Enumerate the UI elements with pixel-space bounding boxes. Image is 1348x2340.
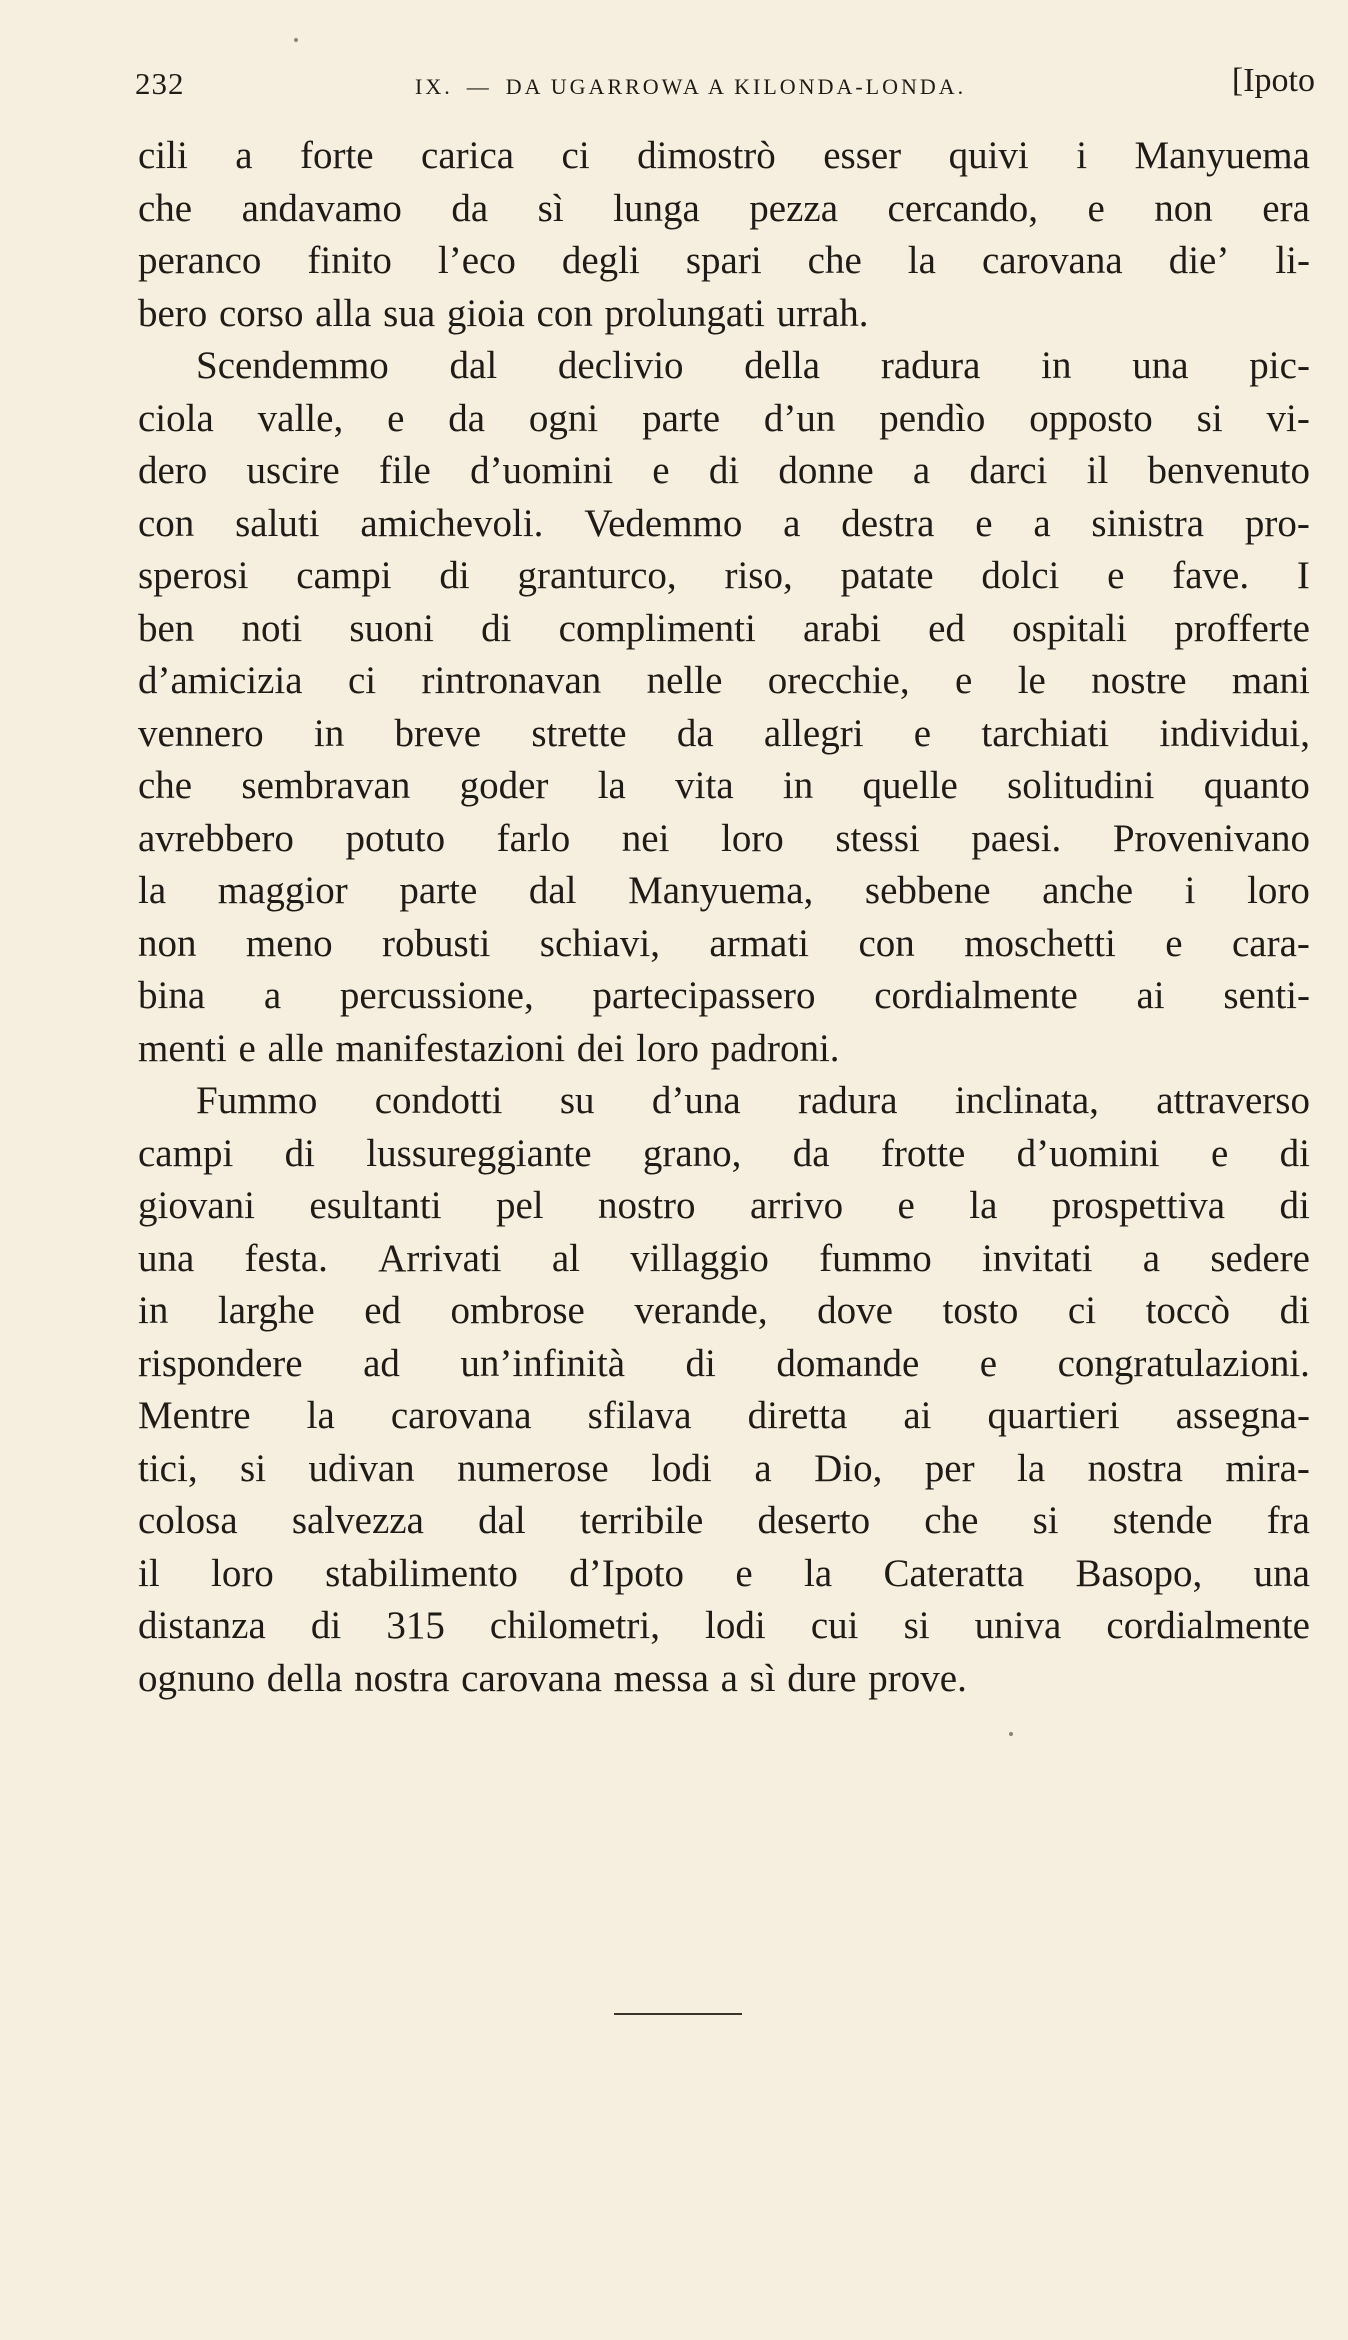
text-line: cili a forte carica ci dimostrò esser quivi i Manyuema (138, 134, 1310, 177)
running-head (135, 62, 1315, 112)
text-line: con saluti amichevoli. Vedemmo a destra e a sinistra pro- (138, 501, 1310, 545)
text-line: ciola valle, e da ogni parte d’un pendìo opposto si vi- (138, 396, 1310, 440)
text-line: bero corso alla sua gioia con prolungati urrah. (138, 291, 869, 335)
text-line: distanza di 315 chilometri, lodi cui si univa cordialmente (138, 1604, 1310, 1647)
text-line: sperosi campi di granturco, riso, patate dolci e fave. I (138, 554, 1310, 597)
text-line: peranco finito l’eco degli spari che la carovana die’ li- (138, 239, 1310, 282)
section-marker: [Ipoto (1231, 62, 1315, 99)
text-line: d’amicizia ci rintronavan nelle orecchie, e le nostre mani (138, 659, 1310, 702)
text-line: Mentre la carovana sfilava diretta ai quartieri assegna- (138, 1394, 1310, 1437)
body-text (138, 130, 1310, 1705)
text-line: non meno robusti schiavi, armati con moschetti e cara- (138, 921, 1310, 965)
chapter-number: IX. (415, 74, 453, 99)
text-line: in larghe ed ombrose verande, dove tosto ci toccò di (138, 1289, 1310, 1332)
text-line: rispondere ad un’infinità di domande e congratulazioni. (138, 1341, 1310, 1385)
text-line: una festa. Arrivati al villaggio fummo invitati a sedere (138, 1236, 1310, 1280)
paragraph (138, 1075, 1310, 1705)
heading-dash: — (466, 74, 492, 99)
text-line: la maggior parte dal Manyuema, sebbene anche i loro (138, 869, 1310, 912)
text-line: campi di lussureggiante grano, da frotte d’uomini e di (138, 1131, 1310, 1175)
chapter-title: DA UGARROWA A KILONDA-LONDA. (505, 74, 967, 99)
text-line: vennero in breve strette da allegri e tarchiati individui, (138, 711, 1310, 755)
paragraph (138, 340, 1310, 1075)
text-line: Scendemmo dal declivio della radura in una pic- (196, 344, 1310, 387)
text-line: che sembravan goder la vita in quelle solitudini quanto (138, 764, 1310, 807)
text-line: menti e alle manifestazioni dei loro padroni. (138, 1026, 840, 1070)
text-line: che andavamo da sì lunga pezza cercando, e non era (138, 186, 1310, 230)
text-line: dero uscire file d’uomini e di donne a darci il benvenuto (138, 449, 1310, 492)
text-line: Fummo condotti su d’una radura inclinata, attraverso (196, 1079, 1310, 1122)
text-line: avrebbero potuto farlo nei loro stessi paesi. Provenivano (138, 816, 1310, 860)
paper-speck (1009, 1732, 1013, 1736)
end-rule (614, 2013, 742, 2015)
paper-speck (294, 38, 298, 42)
text-line: il loro stabilimento d’Ipoto e la Cateratta Basopo, una (138, 1551, 1310, 1595)
text-line: ben noti suoni di complimenti arabi ed ospitali profferte (138, 606, 1310, 650)
chapter-heading (415, 74, 966, 100)
paragraph (138, 130, 1310, 340)
text-line: colosa salvezza dal terribile deserto che si stende fra (138, 1499, 1310, 1542)
page-number: 232 (135, 66, 185, 101)
text-line: ognuno della nostra carovana messa a sì dure prove. (138, 1656, 967, 1700)
text-line: giovani esultanti pel nostro arrivo e la prospettiva di (138, 1184, 1310, 1227)
text-line: bina a percussione, partecipassero cordialmente ai senti- (138, 974, 1310, 1017)
text-line: tici, si udivan numerose lodi a Dio, per la nostra mira- (138, 1446, 1310, 1490)
